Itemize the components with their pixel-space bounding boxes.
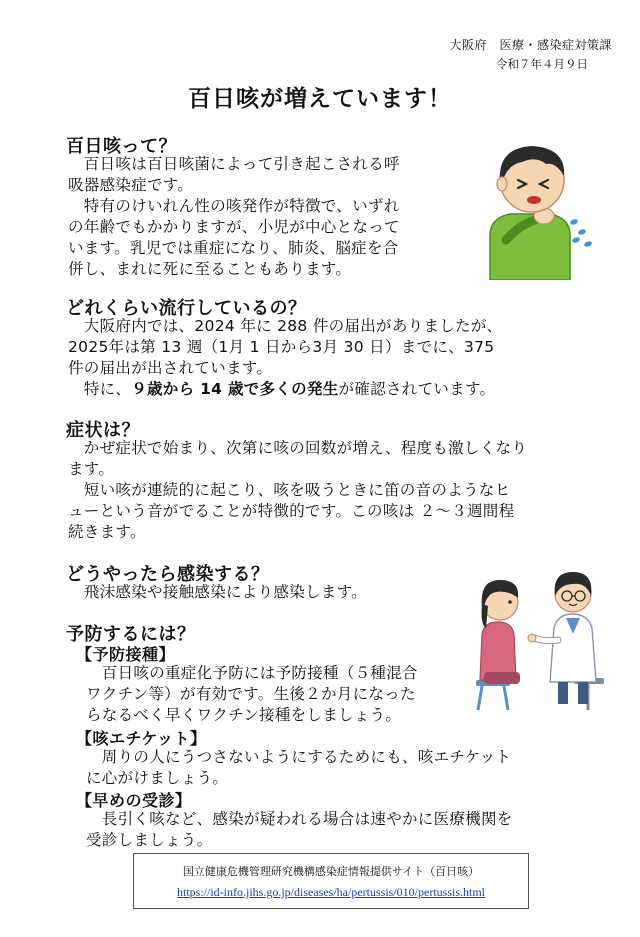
section-body-what — [68, 154, 458, 280]
body-line: 併し、まれに死に至ることもあります。 — [68, 260, 352, 278]
body-line: 百日咳の重症化予防には予防接種（５種混合 — [86, 664, 418, 682]
body-line: ワクチン等）が有効です。生後２か月になった — [86, 685, 416, 703]
section-body-vaccination — [86, 663, 466, 726]
header-date: 令和７年４月９日 — [496, 57, 588, 71]
body-line: 2025年は第 13 週（1月 1 日から3月 30 日）までに、375 — [68, 338, 495, 356]
section-body-symptoms — [68, 438, 588, 543]
body-line: 短い咳が連続的に起こり、咳を吸うときに笛の音のようなヒ — [68, 481, 511, 499]
body-line — [68, 379, 588, 400]
body-line: 件の届出が出されています。 — [68, 359, 273, 377]
highlight-age-range: ９歳から 14 歳で多くの発生 — [131, 380, 339, 398]
body-line: 受診しましょう。 — [86, 831, 213, 849]
section-heading-symptoms: 症状は？ — [66, 420, 140, 441]
body-line: らなるべく早くワクチン接種をしましょう。 — [86, 706, 402, 724]
subheading-cough-etiquette: 【咳エチケット】 — [76, 729, 207, 748]
section-heading-prevalence: どれくらい流行しているの？ — [66, 298, 307, 319]
body-line: の年齢でもかかりますが、小児が中心となって — [68, 218, 400, 236]
body-line: ます。 — [68, 460, 115, 478]
body-line: 飛沫感染や接触感染により感染します。 — [68, 583, 367, 601]
coughing-boy-illustration — [476, 140, 596, 280]
subheading-vaccination: 【予防接種】 — [76, 645, 176, 664]
section-body-etiquette — [86, 747, 596, 789]
section-heading-prevention: 予防するには？ — [66, 624, 196, 645]
body-line: 長引く咳など、感染が疑われる場合は速やかに医療機関を — [86, 810, 513, 828]
source-link[interactable]: https://id-info.jihs.go.jp/diseases/ha/pertussis/010/pertussis.html — [177, 885, 485, 899]
doctor-patient-illustration — [470, 562, 610, 712]
body-line: 続きます。 — [68, 523, 146, 541]
body-line: 特有のけいれん性の咳発作が特徴で、いずれ — [68, 197, 400, 215]
body-line: ューという音がでることが特徴的です。この咳は ２～３週間程 — [68, 502, 515, 520]
body-line: 百日咳は百日咳菌によって引き起こされる呼 — [68, 155, 400, 173]
section-body-infection — [68, 582, 468, 603]
body-line: 周りの人にうつさないようにするためにも、咳エチケット — [86, 748, 512, 766]
section-body-early — [86, 809, 596, 851]
body-line: かぜ症状で始まり、次第に咳の回数が増え、程度も激しくなり — [68, 439, 528, 457]
section-body-prevalence — [68, 316, 588, 400]
body-line: に心がけましょう。 — [86, 769, 229, 787]
body-text-suffix: が確認されています。 — [338, 380, 496, 398]
section-heading-infection: どうやったら感染する？ — [66, 564, 270, 585]
subheading-early-consultation: 【早めの受診】 — [76, 791, 192, 810]
body-line: います。乳児では重症になり、肺炎、脳症を合 — [68, 239, 399, 257]
body-line: 吸器感染症です。 — [68, 176, 194, 194]
header-organization: 大阪府 医療・感染症対策課 — [449, 38, 612, 52]
body-text-prefix: 特に、 — [68, 380, 132, 398]
section-heading-what: 百日咳って？ — [66, 136, 177, 157]
source-label: 国立健康危機管理研究機構感染症情報提供サイト（百日咳） — [182, 865, 480, 878]
page-title: 百日咳が増えています！ — [188, 86, 452, 112]
source-box — [133, 853, 529, 909]
body-line: 大阪府内では、2024 年に 288 件の届出がありましたが、 — [68, 317, 503, 335]
